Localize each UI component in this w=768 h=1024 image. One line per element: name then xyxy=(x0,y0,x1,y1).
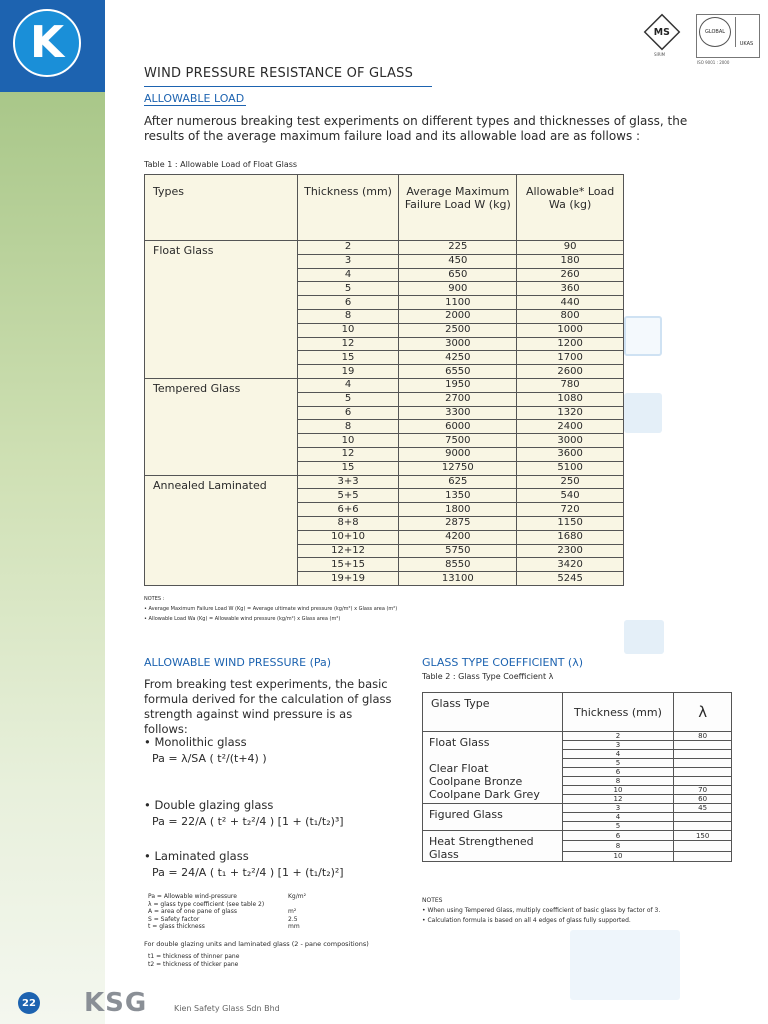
allowable-load-cell: 800 xyxy=(517,309,624,323)
avg-load-cell: 4200 xyxy=(399,530,517,544)
thickness-cell: 8 xyxy=(297,420,399,434)
thickness-cell: 12 xyxy=(562,795,674,804)
thickness-cell: 15 xyxy=(297,351,399,365)
legend-term: A = area of one pane of glass xyxy=(148,908,237,915)
allowable-load-cell: 180 xyxy=(517,254,624,268)
thickness-cell: 10 xyxy=(562,851,674,861)
legend-row xyxy=(148,901,308,909)
table-row xyxy=(145,378,624,392)
thickness-cell: 5 xyxy=(297,392,399,406)
thickness-cell: 19+19 xyxy=(297,572,399,586)
allowable-load-cell: 2400 xyxy=(517,420,624,434)
thickness-cell: 6 xyxy=(562,768,674,777)
thickness-notes xyxy=(148,953,239,969)
col-header-allowable: Allowable* Load Wa (kg) xyxy=(517,175,624,241)
thickness-cell: 5+5 xyxy=(297,489,399,503)
avg-load-cell: 1800 xyxy=(399,503,517,517)
glass-coefficient-table xyxy=(422,692,732,862)
monolithic-label: • Monolithic glass xyxy=(144,735,247,749)
ukas-mark: UKAS xyxy=(735,17,757,47)
thickness-cell: 4 xyxy=(297,268,399,282)
avg-load-cell: 13100 xyxy=(399,572,517,586)
thickness-cell: 10 xyxy=(297,323,399,337)
thickness-cell: 6 xyxy=(562,831,674,841)
allowable-load-cell: 2600 xyxy=(517,365,624,379)
thickness-cell: 6 xyxy=(297,406,399,420)
avg-load-cell: 450 xyxy=(399,254,517,268)
avg-load-cell: 5750 xyxy=(399,544,517,558)
lambda-cell xyxy=(674,759,732,768)
allowable-load-cell: 250 xyxy=(517,475,624,489)
avg-load-cell: 1100 xyxy=(399,296,517,310)
table-row xyxy=(423,804,732,813)
decor-tile xyxy=(570,930,680,1000)
thickness-cell: 15 xyxy=(297,461,399,475)
avg-load-cell: 1350 xyxy=(399,489,517,503)
avg-load-cell: 2000 xyxy=(399,309,517,323)
lambda-cell xyxy=(674,750,732,759)
lambda-cell xyxy=(674,851,732,861)
note-line: • Allowable Load Wa (Kg) = Allowable wind pressure (kg/m²) x Glass area (m²) xyxy=(144,616,341,622)
decor-tile xyxy=(624,316,662,356)
table-row xyxy=(145,241,624,255)
t2-note: t2 = thickness of thicker pane xyxy=(148,961,239,968)
t1-note: t1 = thickness of thinner pane xyxy=(148,953,240,960)
avg-load-cell: 8550 xyxy=(399,558,517,572)
legend-term: t = glass thickness xyxy=(148,923,205,930)
lambda-cell xyxy=(674,768,732,777)
section-heading-allowable-load: ALLOWABLE LOAD xyxy=(144,92,245,105)
thickness-cell: 12+12 xyxy=(297,544,399,558)
laminated-label: • Laminated glass xyxy=(144,849,249,863)
avg-load-cell: 1950 xyxy=(399,378,517,392)
thickness-cell: 4 xyxy=(297,378,399,392)
note-line: • Average Maximum Failure Load W (Kg) = Average ultimate wind pressure (kg/m²) x Glass area (m²) xyxy=(144,606,398,612)
glass-type-cell: Figured Glass xyxy=(423,804,563,831)
lambda-cell xyxy=(674,777,732,786)
note-line: • Calculation formula is based on all 4 edges of glass fully supported. xyxy=(422,917,631,924)
thickness-cell: 5 xyxy=(297,282,399,296)
ms-certification-icon: MS xyxy=(644,14,681,51)
table-row xyxy=(423,831,732,841)
table2-caption: Table 2 : Glass Type Coefficient λ xyxy=(422,672,554,681)
wind-pressure-paragraph: From breaking test experiments, the basic formula derived for the calculation of glass strength against wind pressure is as follows: xyxy=(144,677,392,736)
col-header-avg-load: Average Maximum Failure Load W (kg) xyxy=(399,175,517,241)
thickness-cell: 8 xyxy=(562,777,674,786)
allowable-load-cell: 3420 xyxy=(517,558,624,572)
allowable-load-cell: 5245 xyxy=(517,572,624,586)
section-heading-wind-pressure: ALLOWABLE WIND PRESSURE (Pa) xyxy=(144,656,332,669)
col-header-thickness: Thickness (mm) xyxy=(562,693,674,732)
thickness-cell: 10 xyxy=(562,786,674,795)
notes-title: NOTES xyxy=(422,897,443,904)
legend-term: S = Safety factor xyxy=(148,915,200,923)
legend-unit: m² xyxy=(288,908,297,915)
avg-load-cell: 2700 xyxy=(399,392,517,406)
lambda-cell: 150 xyxy=(674,831,732,841)
lambda-cell xyxy=(674,813,732,822)
thickness-cell: 6+6 xyxy=(297,503,399,517)
iso-caption: ISO 9001 : 2000 xyxy=(697,60,730,65)
thickness-cell: 4 xyxy=(562,750,674,759)
legend-term: Pa = Allowable wind-pressure xyxy=(148,893,237,900)
avg-load-cell: 9000 xyxy=(399,447,517,461)
double-glazing-label: • Double glazing glass xyxy=(144,798,274,812)
side-color-band xyxy=(0,92,105,1024)
allowable-load-cell: 260 xyxy=(517,268,624,282)
avg-load-cell: 6000 xyxy=(399,420,517,434)
allowable-load-cell: 1680 xyxy=(517,530,624,544)
decor-tile xyxy=(624,393,662,433)
legend-term: λ = glass type coefficient (see table 2) xyxy=(148,900,265,908)
thickness-cell: 15+15 xyxy=(297,558,399,572)
note-line: • When using Tempered Glass, multiply coefficient of basic glass by factor of 3. xyxy=(422,907,661,914)
thickness-cell: 3 xyxy=(562,741,674,750)
allowable-load-cell: 1000 xyxy=(517,323,624,337)
col-header-types: Types xyxy=(145,175,298,241)
avg-load-cell: 900 xyxy=(399,282,517,296)
thickness-cell: 5 xyxy=(562,759,674,768)
thickness-cell: 6 xyxy=(297,296,399,310)
subtitle-underline xyxy=(144,105,246,106)
avg-load-cell: 7500 xyxy=(399,434,517,448)
global-mark: GLOBAL xyxy=(699,17,731,47)
lambda-cell: 80 xyxy=(674,732,732,741)
double-glazing-formula: Pa = 22/A ( t² + t₂²/4 ) [1 + (t₁/t₂)³] xyxy=(152,815,344,828)
thickness-cell: 2 xyxy=(562,732,674,741)
lambda-cell: 60 xyxy=(674,795,732,804)
k-logo: K xyxy=(13,9,81,77)
avg-load-cell: 625 xyxy=(399,475,517,489)
allowable-load-cell: 1080 xyxy=(517,392,624,406)
table1-caption: Table 1 : Allowable Load of Float Glass xyxy=(144,160,298,169)
lambda-cell: 45 xyxy=(674,804,732,813)
section-heading-coefficient: GLASS TYPE COEFFICIENT (λ) xyxy=(422,656,584,669)
lambda-cell xyxy=(674,822,732,831)
allowable-load-cell: 1150 xyxy=(517,516,624,530)
avg-load-cell: 225 xyxy=(399,241,517,255)
glass-type-cell: Annealed Laminated xyxy=(145,475,298,585)
thickness-cell: 19 xyxy=(297,365,399,379)
thickness-cell: 10+10 xyxy=(297,530,399,544)
thickness-cell: 12 xyxy=(297,337,399,351)
legend-unit: mm xyxy=(288,923,300,930)
col-header-thickness: Thickness (mm) xyxy=(297,175,399,241)
legend-row xyxy=(148,916,308,924)
legend-row xyxy=(148,893,308,901)
company-name: Kien Safety Glass Sdn Bhd xyxy=(174,1004,280,1013)
monolithic-formula: Pa = λ/SA ( t²/(t+4) ) xyxy=(152,752,267,765)
allowable-load-cell: 90 xyxy=(517,241,624,255)
laminated-formula: Pa = 24/A ( t₁ + t₂²/4 ) [1 + (t₁/t₂)²] xyxy=(152,866,344,879)
thickness-cell: 2 xyxy=(297,241,399,255)
allowable-load-cell: 1200 xyxy=(517,337,624,351)
thickness-cell: 5 xyxy=(562,822,674,831)
avg-load-cell: 12750 xyxy=(399,461,517,475)
avg-load-cell: 6550 xyxy=(399,365,517,379)
table-row xyxy=(145,475,624,489)
lambda-cell: 70 xyxy=(674,786,732,795)
legend-unit: 2.5 xyxy=(288,915,298,923)
allowable-load-cell: 1700 xyxy=(517,351,624,365)
thickness-cell: 8+8 xyxy=(297,516,399,530)
thickness-cell: 3 xyxy=(297,254,399,268)
allowable-load-cell: 1320 xyxy=(517,406,624,420)
allowable-load-cell: 3000 xyxy=(517,434,624,448)
allowable-load-cell: 3600 xyxy=(517,447,624,461)
glass-type-cell: Tempered Glass xyxy=(145,378,298,475)
thickness-cell: 8 xyxy=(562,841,674,851)
thickness-cell: 3 xyxy=(562,804,674,813)
avg-load-cell: 650 xyxy=(399,268,517,282)
thickness-cell: 8 xyxy=(297,309,399,323)
allowable-load-cell: 360 xyxy=(517,282,624,296)
allowable-load-cell: 720 xyxy=(517,503,624,517)
double-glazing-note: For double glazing units and laminated glass (2 - pane compositions) xyxy=(144,940,369,948)
allowable-load-cell: 2300 xyxy=(517,544,624,558)
avg-load-cell: 4250 xyxy=(399,351,517,365)
avg-load-cell: 2875 xyxy=(399,516,517,530)
lambda-cell xyxy=(674,841,732,851)
title-underline xyxy=(144,86,432,87)
decor-tile xyxy=(624,620,664,654)
allowable-load-table xyxy=(144,174,624,586)
notes-title: NOTES : xyxy=(144,596,165,602)
intro-paragraph: After numerous breaking test experiments on different types and thicknesses of glass, the results of the average maximum failure load and its allowable load are as follows : xyxy=(144,114,688,143)
thickness-cell: 3+3 xyxy=(297,475,399,489)
lambda-cell xyxy=(674,741,732,750)
page-title: WIND PRESSURE RESISTANCE OF GLASS xyxy=(144,66,414,81)
avg-load-cell: 2500 xyxy=(399,323,517,337)
allowable-load-cell: 780 xyxy=(517,378,624,392)
iso-certification-icon xyxy=(696,14,760,58)
formula-legend xyxy=(148,893,308,931)
thickness-cell: 12 xyxy=(297,447,399,461)
legend-unit: Kg/m² xyxy=(288,893,307,900)
col-header-lambda: λ xyxy=(674,693,732,732)
thickness-cell: 10 xyxy=(297,434,399,448)
thickness-cell: 4 xyxy=(562,813,674,822)
table1-notes xyxy=(144,594,397,624)
glass-type-cell: Float Glass Clear Float Coolpane Bronze Coolpane Dark Grey xyxy=(423,732,563,804)
table2-notes xyxy=(422,896,660,926)
glass-type-cell: Heat Strengthened Glass xyxy=(423,831,563,862)
page-number: 22 xyxy=(18,992,40,1014)
glass-type-cell: Float Glass xyxy=(145,241,298,379)
col-header-glass-type: Glass Type xyxy=(423,693,563,732)
allowable-load-cell: 540 xyxy=(517,489,624,503)
allowable-load-cell: 5100 xyxy=(517,461,624,475)
allowable-load-cell: 440 xyxy=(517,296,624,310)
ms-caption: SIRIM xyxy=(654,52,666,57)
ksg-logo: KSG xyxy=(84,988,148,1018)
legend-row xyxy=(148,908,308,916)
legend-row xyxy=(148,923,308,931)
table-row xyxy=(423,732,732,741)
avg-load-cell: 3000 xyxy=(399,337,517,351)
avg-load-cell: 3300 xyxy=(399,406,517,420)
